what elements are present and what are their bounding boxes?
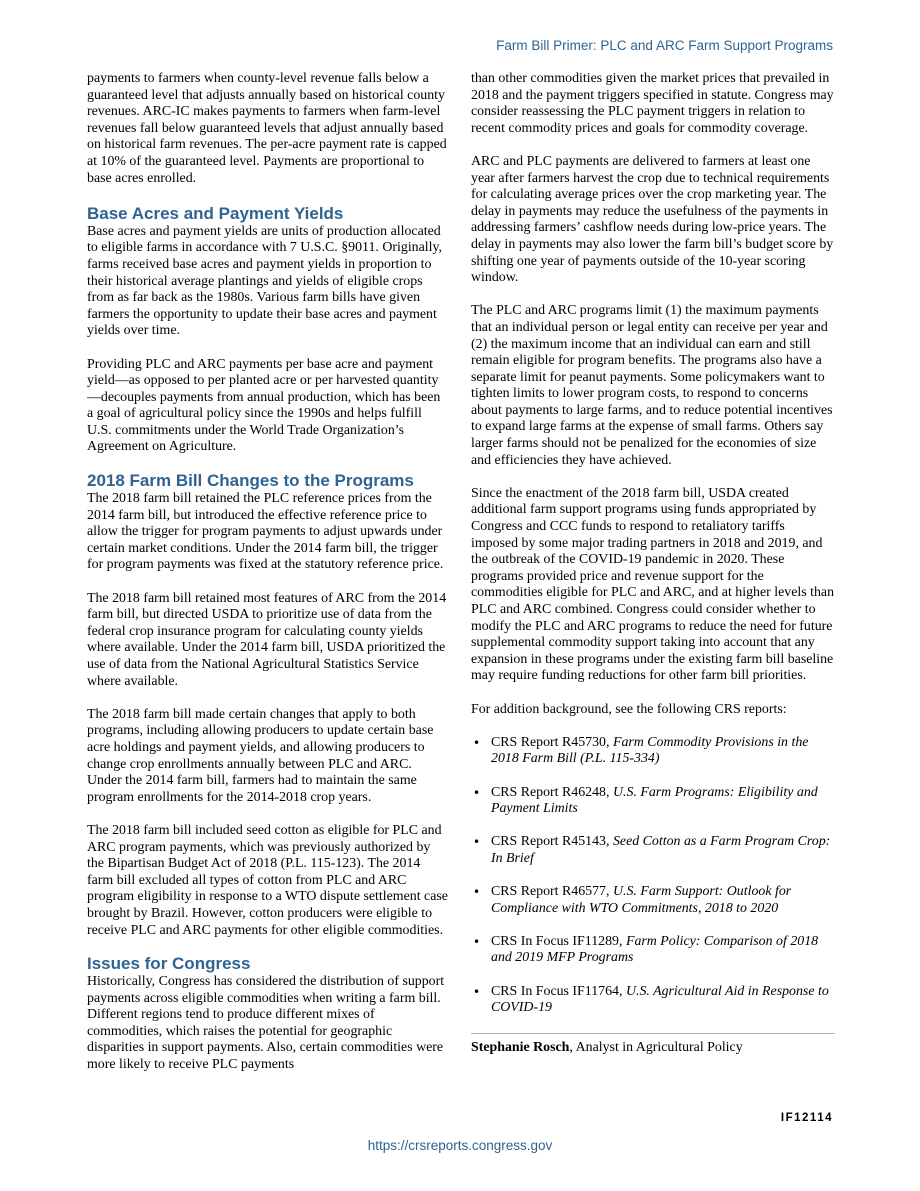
bullet-icon: • [473, 835, 481, 850]
author-name: Stephanie Rosch [471, 1040, 570, 1056]
report-title-link[interactable]: U.S. Farm Support: Outlook for Compliance with WTO Commitments, 2018 to 2020 [491, 884, 792, 916]
paragraph-right-3: The PLC and ARC programs limit (1) the maximum payments that an individual person or legal entity can receive per year and (2) the maximum income that an individual can earn and still remain eligible for program benefits. The programs also have a separate limit for peanut payments. Some policymakers want to tighten limits to lower program costs, to respond to concerns about payments to large farms, and to reduce potential incentives to expand large farms at the expense of small farms. Others say larger farms should not be penalized for the economies of size and efficiencies they have achieved. [471, 303, 833, 468]
list-item: • CRS Report R45730, Farm Commodity Provisions in the 2018 Farm Bill (P.L. 115-334) [473, 734, 809, 767]
report-title-link[interactable]: U.S. Farm Programs: Eligibility and Payment Limits [491, 784, 818, 817]
heading-2018-changes: 2018 Farm Bill Changes to the Programs [87, 471, 414, 491]
footer-url-link[interactable]: https://crsreports.congress.gov [367, 1138, 553, 1153]
paragraph-right-5: For addition background, see the following CRS reports: [471, 701, 787, 717]
paragraph-changes-2: The 2018 farm bill retained most features of ARC from the 2014 farm bill, but directed USDA to prioritize use of data from the federal crop insurance program for calculating county yields where available. Under the 2014 farm bill, USDA prioritized the use of data from the National Agricultural Statistics Service where available. [87, 590, 447, 689]
paragraph-issues-1: Historically, Congress has considered the distribution of support payments across eligible commodities when writing a farm bill. Different regions tend to produce different mixes of commodities, which raises the potential for geographic disparities in support payments. Also, certain commodities were more likely to receive PLC payments [87, 974, 445, 1073]
bullet-icon: • [473, 885, 481, 900]
bullet-icon: • [473, 735, 481, 750]
paragraph-base-2: Providing PLC and ARC payments per base acre and payment yield—as opposed to per planted acre or per harvested quantity—decouples payments from annual production, which has been a goal of agricultural policy since the 1990s and helps fulfill U.S. commitments under the World Trade Organization’s Agreement on Agriculture. [87, 356, 441, 455]
paragraph-right-4: Since the enactment of the 2018 farm bill, USDA created additional farm support programs using funds appropriated by Congress and CCC funds to respond to retaliatory tariffs imposed by some major trading partners in 2018 and 2019, and the outbreak of the COVID-19 pandemic in 2020. These programs provided price and revenue support for the commodities eligible for PLC and ARC, and at higher levels than PLC and ARC combined. Congress could consider whether to modify the PLC and ARC programs to reduce the need for future supplemental commodity support taking into account that any expansion in these programs under the existing farm bill baseline may require funding reductions for other farm bill priorities. [471, 485, 835, 684]
report-title-link[interactable]: Seed Cotton as a Farm Program Crop: In Brief [491, 834, 831, 866]
paragraph-changes-4: The 2018 farm bill included seed cotton as eligible for PLC and ARC program payments, which was previously authorized by the Bipartisan Budget Act of 2018 (P.L. 115-123). The 2014 farm bill excluded all types of cotton from PLC and ARC program eligibility in response to a WTO dispute settlement case brought by Brazil. However, cotton producers were eligible to receive PLC and ARC payments for other eligible commodities. [87, 822, 448, 938]
running-header: Farm Bill Primer: PLC and ARC Farm Support Programs [496, 38, 833, 53]
paragraph-intro: payments to farmers when county-level revenue falls below a guaranteed level that adjusts annually based on historical county revenues. ARC-IC makes payments to farmers when farm-level revenues fall below guaranteed levels that adjust annually based on historical farm revenues. The per-acre payment rate is capped at 10% of the guaranteed level. Payments are proportional to base acres enrolled. [87, 71, 447, 186]
list-item: • CRS In Focus IF11764, U.S. Agricultural Aid in Response to COVID-19 [473, 983, 829, 1016]
right-column [471, 71, 835, 1057]
report-title-link[interactable]: U.S. Agricultural Aid in Response to COVID-19 [491, 983, 829, 1016]
author-role: , Analyst in Agricultural Policy [569, 1040, 743, 1056]
paragraph-right-2: ARC and PLC payments are delivered to farmers at least one year after farmers harvest the crop due to technical requirements for calculating average prices over the crop marketing year. The delay in payments may reduce the usefulness of the payments in addressing farmers’ cashflow needs during low-price years. The delay in payments may also lower the farm bill’s budget score by shifting one year of payments outside of the 10-year scoring window. [471, 153, 834, 286]
report-title-link[interactable]: Farm Policy: Comparison of 2018 and 2019 MFP Programs [491, 933, 819, 966]
list-item: • CRS Report R46248, U.S. Farm Programs: Eligibility and Payment Limits [473, 784, 818, 817]
report-title-link[interactable]: Farm Commodity Provisions in the 2018 Farm Bill (P.L. 115-334) [491, 734, 809, 767]
paragraph-base-1: Base acres and payment yields are units of production allocated to eligible farms in accordance with 7 U.S.C. §9011. Originally, farms received base acres and payment yields in proportion to their historical average plantings and yields of eligible crops from as far back as the 1980s. Various farm bills have given farmers the opportunity to update their base acres and payment yields over time. [87, 223, 443, 339]
paragraph-changes-1: The 2018 farm bill retained the PLC reference prices from the 2014 farm bill, but introduced the effective reference price to allow the trigger for program payments to adjust upwards under certain market conditions. Under the 2014 farm bill, the trigger for program payments was fixed at the statutory reference price. [87, 491, 444, 573]
report-list [471, 735, 835, 1017]
bullet-icon: • [473, 785, 481, 800]
list-item: • CRS Report R46577, U.S. Farm Support: Outlook for Compliance with WTO Commitments, 2018 to 2020 [473, 884, 792, 916]
heading-issues: Issues for Congress [87, 954, 251, 974]
left-column [87, 71, 449, 1074]
document-id: IF12114 [780, 1112, 833, 1124]
heading-base-acres: Base Acres and Payment Yields [87, 203, 344, 223]
list-item: • CRS In Focus IF11289, Farm Policy: Comparison of 2018 and 2019 MFP Programs [473, 933, 819, 966]
author-line [471, 1033, 835, 1057]
bullet-icon: • [473, 984, 481, 999]
paragraph-right-1: than other commodities given the market prices that prevailed in 2018 and the payment triggers specified in statute. Congress may consider reassessing the PLC payment triggers in relation to recent commodity prices and goals for commodity coverage. [471, 71, 834, 136]
list-item: • CRS Report R45143, Seed Cotton as a Farm Program Crop: In Brief [473, 834, 831, 866]
paragraph-changes-3: The 2018 farm bill made certain changes that apply to both programs, including allowing producers to update certain base acre holdings and payment yields, and allowing producers to change crop enrollments annually between PLC and ARC. Under the 2014 farm bill, farmers had to maintain the same program enrollments for the 2014-2018 crop years. [87, 706, 434, 805]
bullet-icon: • [473, 934, 481, 949]
